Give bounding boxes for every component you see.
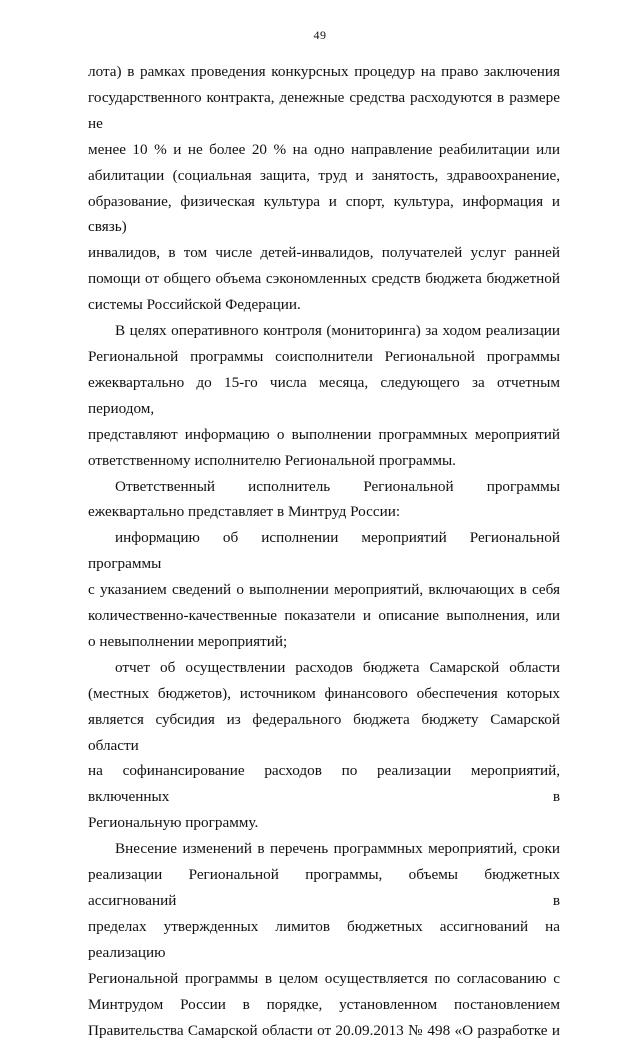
text-line: абилитации (социальная защита, труд и занятость, здравоохранение, xyxy=(88,166,560,184)
text-line: Внесение изменений в перечень программных мероприятий, сроки xyxy=(115,840,560,858)
paragraph xyxy=(88,836,560,1043)
text-line: инвалидов, в том числе детей-инвалидов, получателей услуг ранней xyxy=(88,244,560,262)
text-line: системы Российской Федерации. xyxy=(88,296,301,314)
text-line: лота) в рамках проведения конкурсных процедур на право заключения xyxy=(88,63,560,80)
text-line: количественно-качественные показатели и описание выполнения, или xyxy=(88,607,560,625)
text-line: Минтрудом России в порядке, установленном постановлением xyxy=(88,995,560,1013)
text-line: помощи от общего объема сэкономленных средств бюджета бюджетной xyxy=(88,270,560,288)
text-line: Правительства Самарской области от 20.09.2013 № 498 «О разработке и xyxy=(88,1021,560,1039)
text-line: представляют информацию о выполнении программных мероприятий xyxy=(88,425,560,443)
paragraph xyxy=(88,318,560,473)
text-line: пределах утвержденных лимитов бюджетных ассигнований на реализацию xyxy=(88,917,560,961)
text-line: Ответственный исполнитель Региональной программы xyxy=(115,477,560,495)
text-line: ответственному исполнителю Региональной программы. xyxy=(88,451,456,469)
document-body xyxy=(88,59,560,1043)
text-line: ежеквартально до 15-го числа месяца, следующего за отчетным периодом, xyxy=(88,373,560,417)
paragraph xyxy=(88,525,560,655)
text-line: Региональной программы соисполнители Региональной программы xyxy=(88,347,560,365)
text-line: менее 10 % и не более 20 % на одно направление реабилитации или xyxy=(88,140,560,158)
text-line: отчет об осуществлении расходов бюджета Самарской области xyxy=(115,658,560,676)
text-line: о невыполнении мероприятий; xyxy=(88,632,288,650)
text-line: на софинансирование расходов по реализации мероприятий, включенных в xyxy=(88,762,560,806)
page-number: 49 xyxy=(313,28,327,42)
text-line: государственного контракта, денежные средства расходуются в размере не xyxy=(88,88,560,132)
text-line: является субсидия из федерального бюджета бюджету Самарской области xyxy=(88,710,560,754)
text-line: (местных бюджетов), источником финансового обеспечения которых xyxy=(88,684,560,702)
text-line: образование, физическая культура и спорт, культура, информация и связь) xyxy=(88,192,560,236)
text-line: ежеквартально представляет в Минтруд России: xyxy=(88,503,401,521)
text-line: Региональную программу. xyxy=(88,814,259,832)
text-line: с указанием сведений о выполнении мероприятий, включающих в себя xyxy=(88,581,560,599)
paragraph xyxy=(88,474,560,526)
text-line: информацию об исполнении мероприятий Региональной программы xyxy=(88,529,560,573)
text-line: В целях оперативного контроля (мониторинга) за ходом реализации xyxy=(115,322,560,340)
paragraph xyxy=(88,59,560,318)
text-line: Региональной программы в целом осуществляется по согласованию с xyxy=(88,969,560,987)
text-line: реализации Региональной программы, объемы бюджетных ассигнований в xyxy=(88,866,560,909)
paragraph xyxy=(88,655,560,836)
